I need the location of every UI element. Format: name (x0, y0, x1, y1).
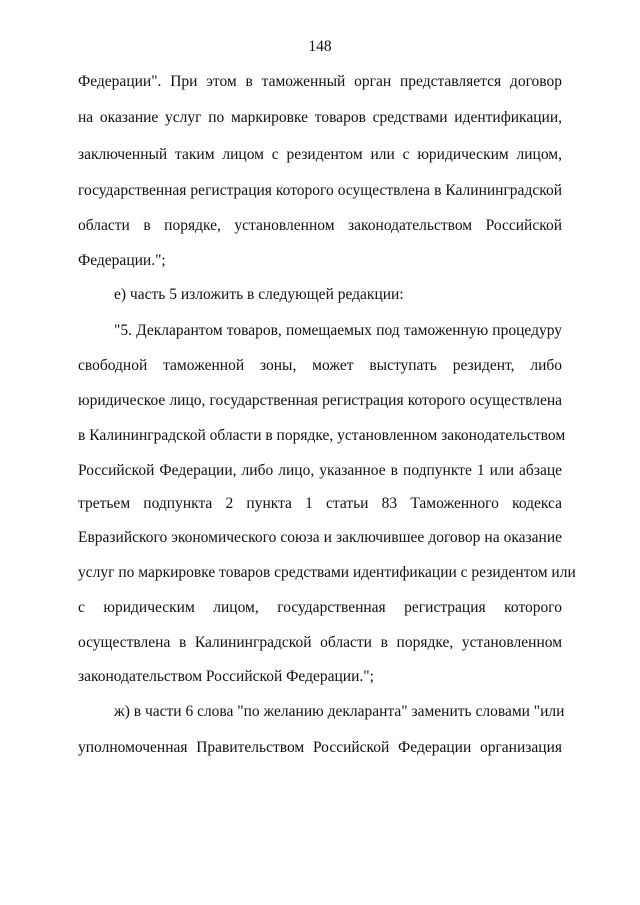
text-line: Федерации". При этом в таможенный орган представляется договор (78, 73, 562, 90)
text-line: е) часть 5 изложить в следующей редакции: (114, 286, 404, 303)
text-line: свободной таможенной зоны, может выступать резидент, либо (78, 357, 562, 374)
text-line: юридическое лицо, государственная регистрация которого осуществлена (78, 392, 562, 409)
text-line: третьем подпункта 2 пункта 1 статьи 83 Таможенного кодекса (78, 495, 562, 512)
text-line: услуг по маркировке товаров средствами идентификации с резидентом или (78, 564, 576, 581)
text-line: на оказание услуг по маркировке товаров средствами идентификации, (78, 109, 562, 126)
text-line: области в порядке, установленном законодательством Российской (78, 217, 562, 234)
text-line: государственная регистрация которого осуществлена в Калининградской (78, 182, 562, 199)
text-line: "5. Декларантом товаров, помещаемых под таможенную процедуру (114, 322, 562, 339)
page-number: 148 (308, 38, 332, 55)
text-line: уполномоченная Правительством Российской Федерации организация (78, 739, 562, 756)
text-line: в Калининградской области в порядке, установленном законодательством (78, 427, 566, 444)
text-line: осуществлена в Калининградской области в порядке, установленном (78, 634, 562, 651)
text-line: Евразийского экономического союза и заключившее договор на оказание (78, 529, 562, 546)
text-line: законодательством Российской Федерации."; (78, 668, 374, 685)
text-line: ж) в части 6 слова "по желанию декларанта" заменить словами "или (114, 703, 565, 720)
text-line: Федерации."; (78, 252, 166, 269)
text-line: Российской Федерации, либо лицо, указанное в подпункте 1 или абзаце (78, 462, 562, 479)
text-line: заключенный таким лицом с резидентом или с юридическим лицом, (78, 146, 562, 163)
text-line: с юридическим лицом, государственная регистрация которого (78, 599, 562, 616)
